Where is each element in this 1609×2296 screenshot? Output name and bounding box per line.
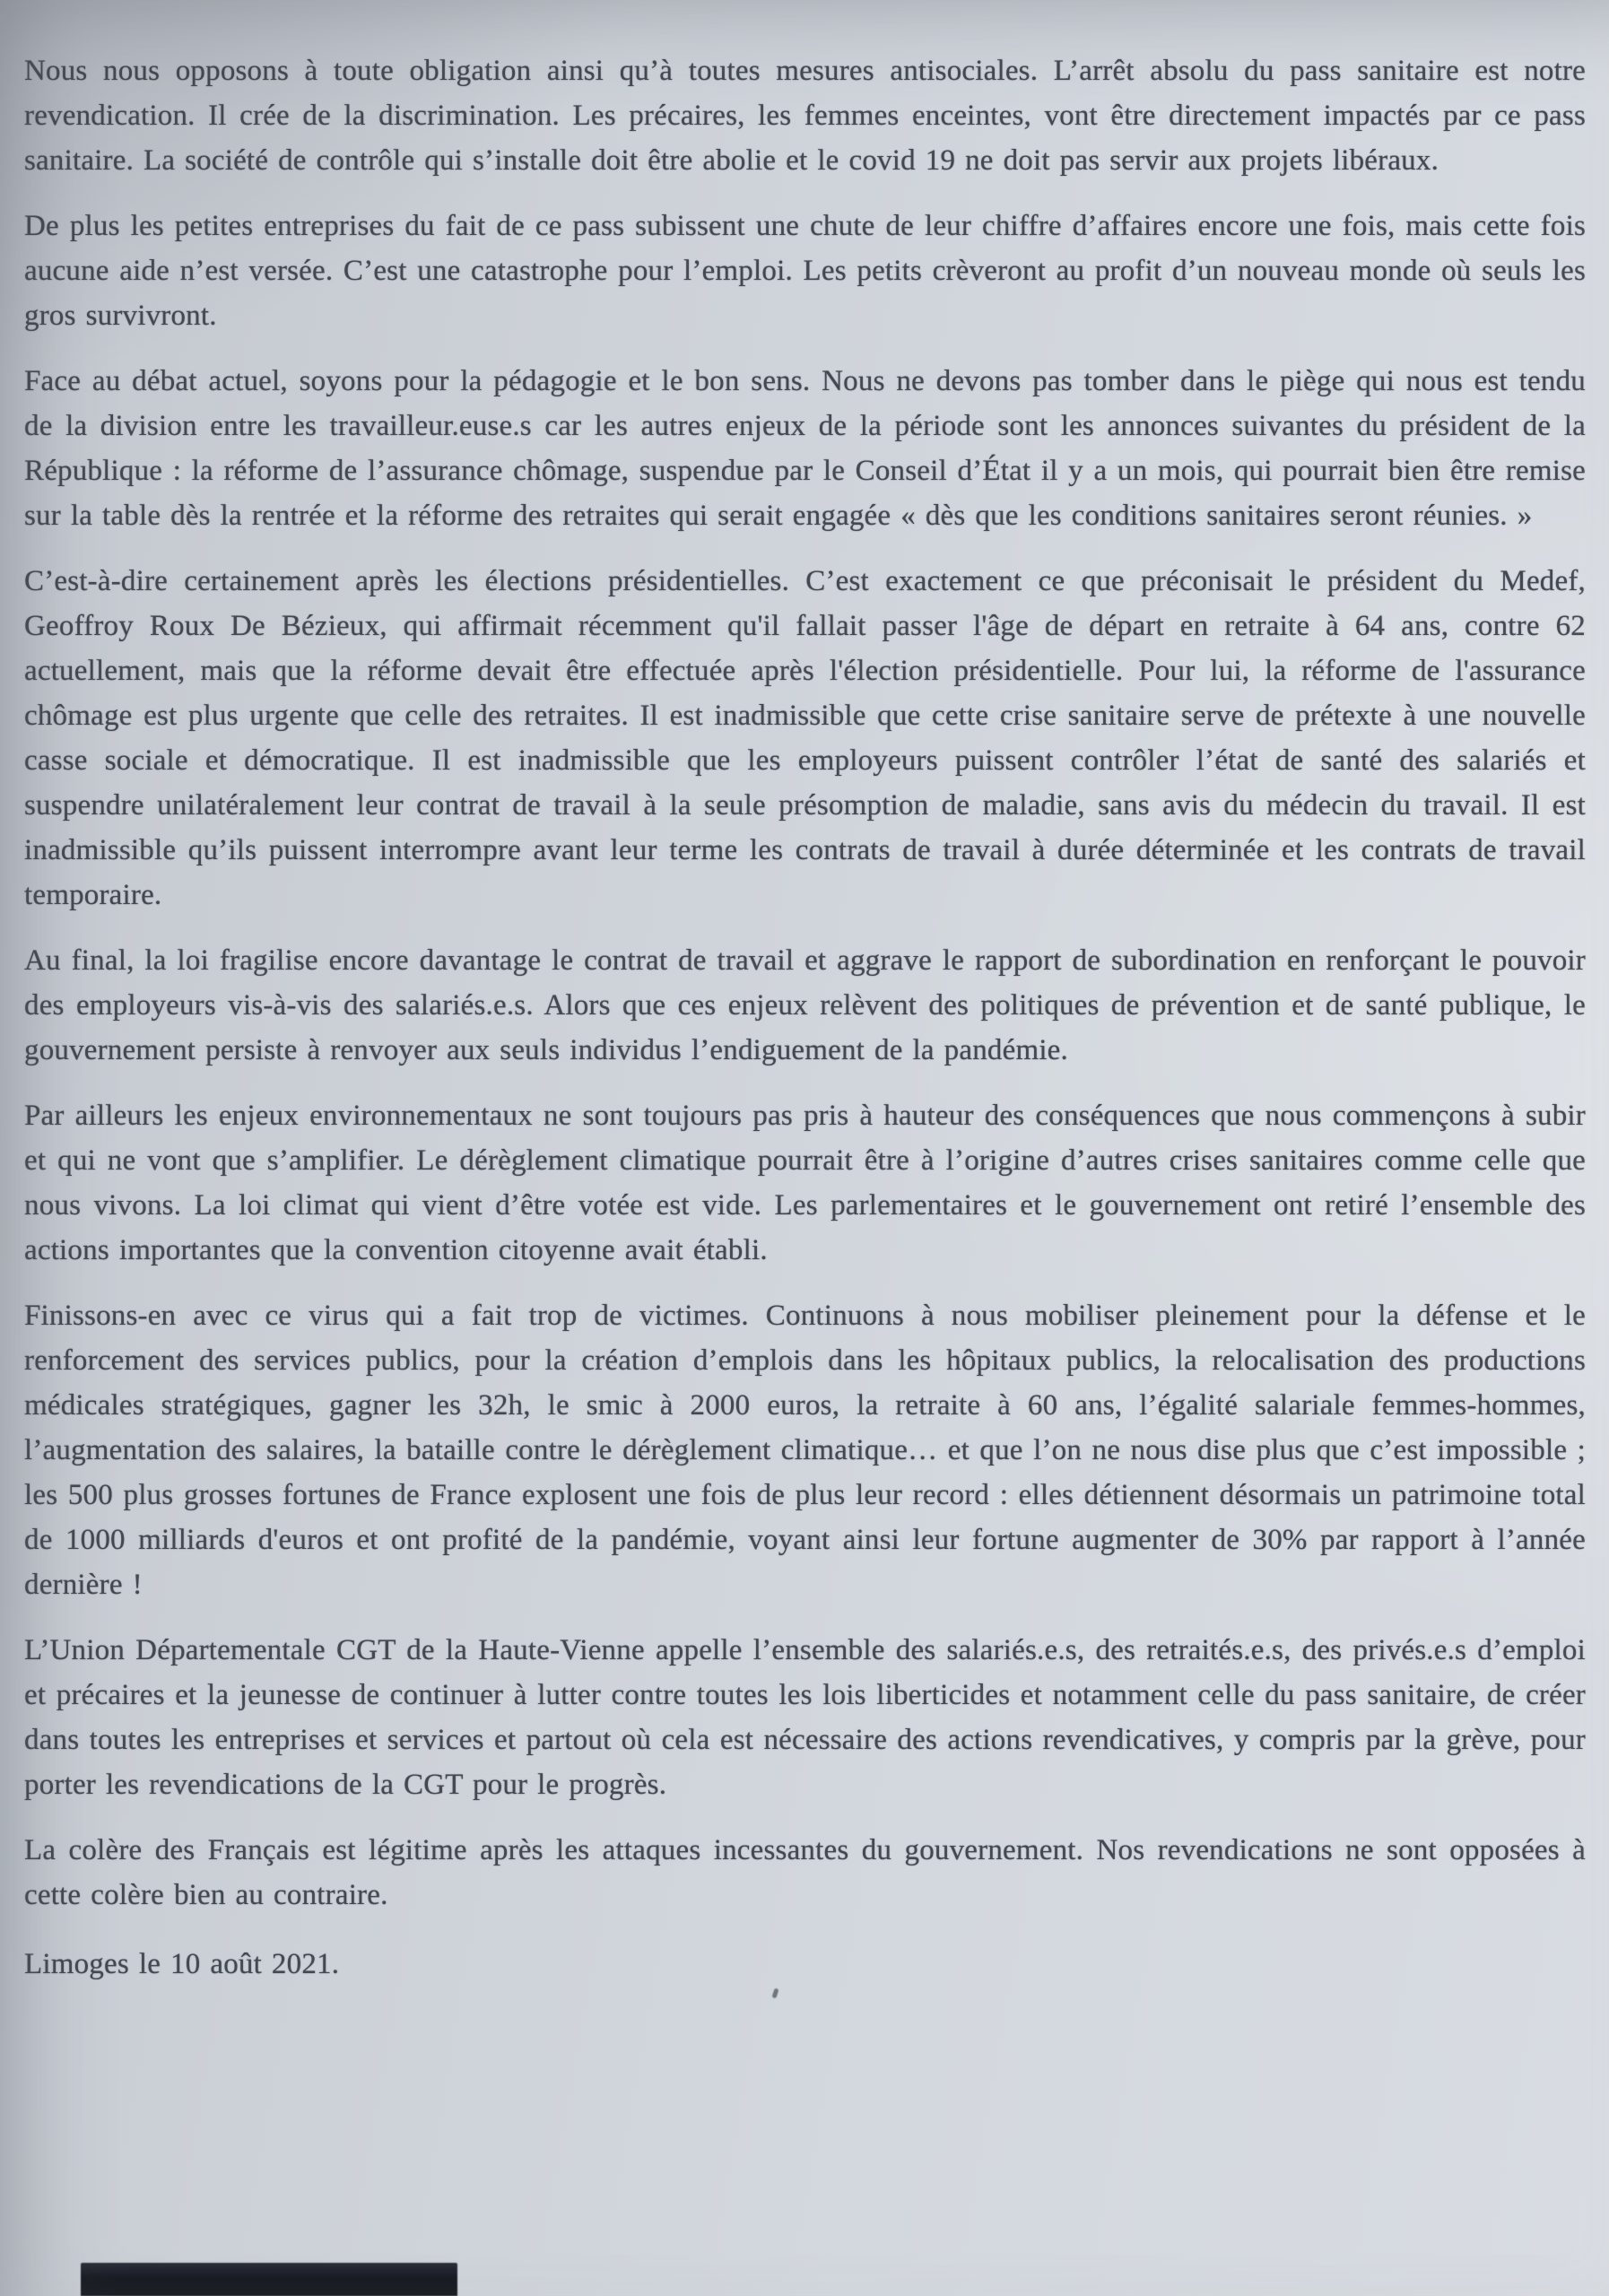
paragraph-opposition-pass: Nous nous opposons à toute obligation ainsi qu’à toutes mesures antisociales. L’arrêt absolu du pass sanitaire est notre revendication. Il crée de la discrimination. Les précaires, les femmes enceintes, vont être directement impactés par ce pass sanitaire. La société de contrôle qui s’installe doit être abolie et le covid 19 ne doit pas servir aux projets libéraux. [24,55,1586,177]
bottom-black-bar [81,2263,457,2296]
paragraph-petites-entreprises: De plus les petites entreprises du fait de ce pass subissent une chute de leur chiffre d’affaires encore une fois, mais cette fois aucune aide n’est versée. C’est une catastrophe pour l’emploi. Les petits crèveront au profit d’un nouveau monde où seuls les gros survivront. [24,210,1586,332]
paragraph-debat-actuel: Face au débat actuel, soyons pour la pédagogie et le bon sens. Nous ne devons pas tomber dans le piège qui nous est tendu de la division entre les travailleur.euse.s car les autres enjeux de la période sont les annonces suivantes du président de la République : la réforme de l’assurance chômage, suspendue par le Conseil d’État il y a un mois, qui pourrait bien être remise sur la table dès la rentrée et la réforme des retraites qui serait engagée « dès que les conditions sanitaires seront réunies. » [24,365,1586,532]
paragraph-mobilisation-revendications: Finissons-en avec ce virus qui a fait trop de victimes. Continuons à nous mobiliser pleinement pour la défense et le renforcement des services publics, pour la création d’emplois dans les hôpitaux publics, la relocalisation des productions médicales stratégiques, gagner les 32h, le smic à 2000 euros, la retraite à 60 ans, l’égalité salariale femmes-hommes, l’augmentation des salaires, la bataille contre le dérèglement climatique… et que l’on ne nous dise plus que c’est impossible ; les 500 plus grosses fortunes de France explosent une fois de plus leur record : elles détiennent désormais un patrimoine total de 1000 milliards d'euros et ont profité de la pandémie, voyant ainsi leur fortune augmenter de 30% par rapport à l’année dernière ! [24,1300,1586,1601]
date-line: Limoges le 10 août 2021. [24,1948,340,1980]
paragraph-medef-retraites: C’est-à-dire certainement après les élections présidentielles. C’est exactement ce que préconisait le président du Medef, Geoffroy Roux De Bézieux, qui affirmait récemment qu'il fallait passer l'âge de départ en retraite à 64 ans, contre 62 actuellement, mais que la réforme devait être effectuée après l'élection présidentielle. Pour lui, la réforme de l'assurance chômage est plus urgente que celle des retraites. Il est inadmissible que cette crise sanitaire serve de prétexte à une nouvelle casse sociale et démocratique. Il est inadmissible que les employeurs puissent contrôler l’état de santé des salariés et suspendre unilatéralement leur contrat de travail à la seule présomption de maladie, sans avis du médecin du travail. Il est inadmissible qu’ils puissent interrompre avant leur terme les contrats de travail à durée déterminée et les contrats de travail temporaire. [24,565,1586,911]
paragraph-enjeux-environnementaux: Par ailleurs les enjeux environnementaux ne sont toujours pas pris à hauteur des conséquences que nous commençons à subir et qui ne vont que s’amplifier. Le dérèglement climatique pourrait être à l’origine d’autres crises sanitaires comme celle que nous vivons. La loi climat qui vient d’être votée est vide. Les parlementaires et le gouvernement ont retiré l’ensemble des actions importantes que la convention citoyenne avait établi. [24,1100,1586,1266]
paragraph-appel-ud-cgt: L’Union Départementale CGT de la Haute-Vienne appelle l’ensemble des salariés.e.s, des retraités.e.s, des privés.e.s d’emploi et précaires et la jeunesse de continuer à lutter contre toutes les lois liberticides et notamment celle du pass sanitaire, de créer dans toutes les entreprises et services et partout où cela est nécessaire des actions revendicatives, y compris par la grève, pour porter les revendications de la CGT pour le progrès. [24,1634,1586,1801]
paragraph-colere-francais: La colère des Français est légitime après les attaques incessantes du gouvernement. Nos revendications ne sont opposées à cette colère bien au contraire. [24,1834,1586,1911]
paragraph-loi-contrat-travail: Au final, la loi fragilise encore davantage le contrat de travail et aggrave le rapport de subordination en renforçant le pouvoir des employeurs vis-à-vis des salariés.e.s. Alors que ces enjeux relèvent des politiques de prévention et de santé publique, le gouvernement persiste à renvoyer aux seuls individus l’endiguement de la pandémie. [24,944,1586,1066]
